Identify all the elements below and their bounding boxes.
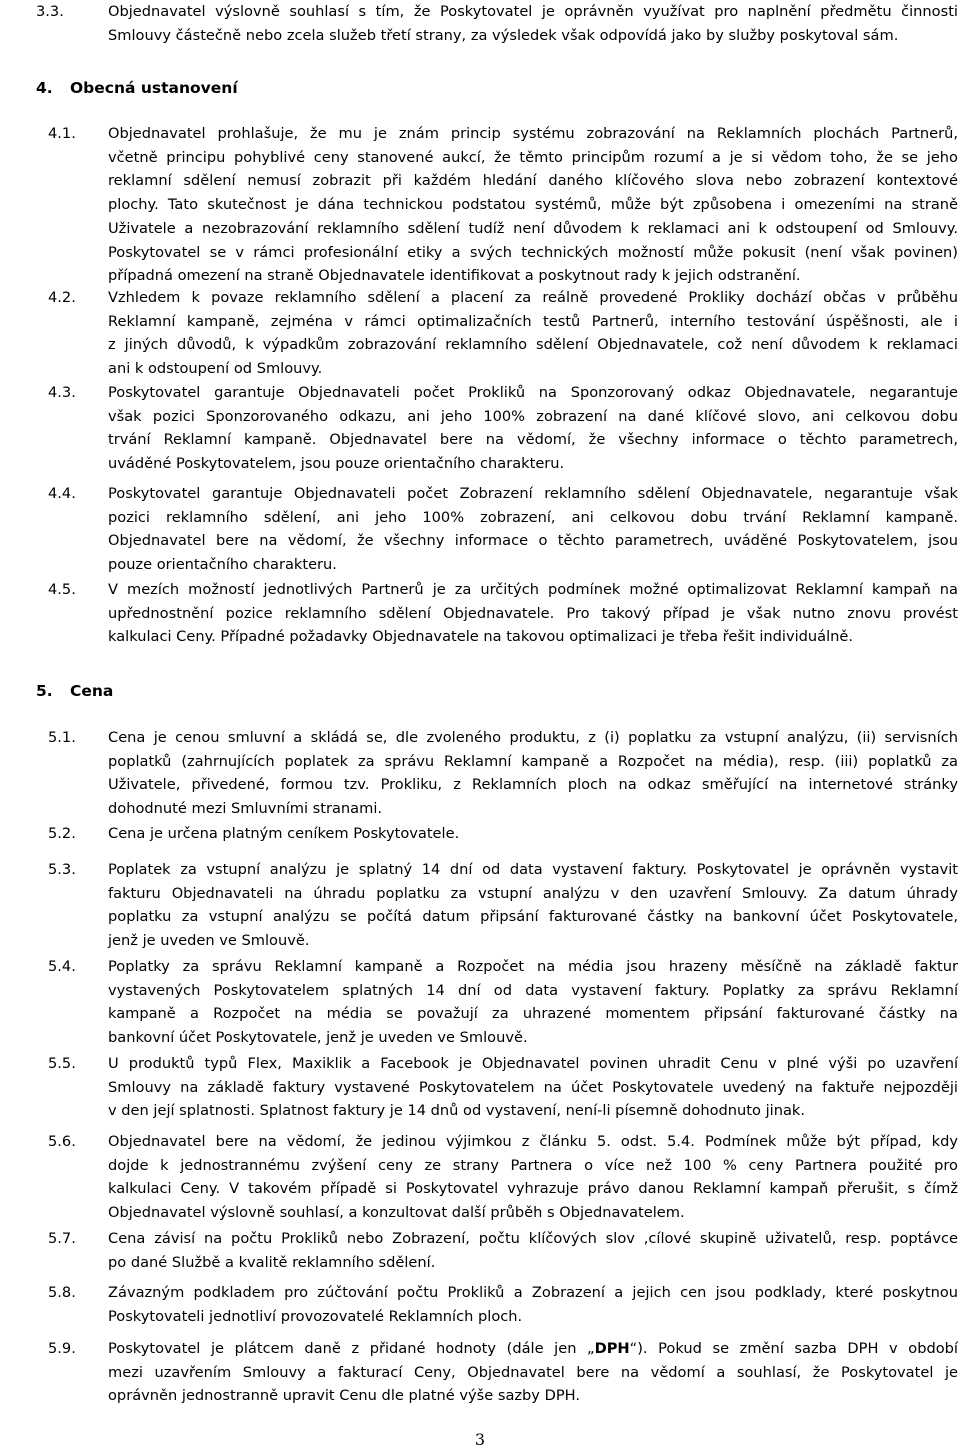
text-line: Cena je cenou smluvní a skládá se, dle zvoleného produktu, z (i) poplatku za vstupní analýzu, (ii) servisních — [108, 729, 958, 746]
text-line: V mezích možností jednotlivých Partnerů je za určitých podmínek možné optimalizovat Reklamní kampaň na — [108, 581, 958, 598]
text-line: Poplatky za správu Reklamní kampaně a Rozpočet na média jsou hrazeny měsíčně na základě faktur — [108, 958, 958, 975]
text-line: z jiných důvodů, k výpadkům zobrazování reklamního sdělení Objednavatele, což není důvodem k reklamaci — [108, 336, 958, 354]
text-line: Objednavatel bere na vědomí, že jedinou výjimkou z článku 5. odst. 5.4. Podmínek může být případ, kdy — [108, 1133, 958, 1150]
clause-text — [108, 0, 958, 47]
text-line: Objednavatel prohlašuje, že mu je znám princip systému zobrazování na Reklamních plochách Partnerů, — [108, 125, 958, 142]
clause-number: 5.5. — [48, 1055, 76, 1072]
text-line: Cena je určena platným ceníkem Poskytovatele. — [108, 825, 460, 842]
text-line: Reklamní kampaně, zejména v rámci optimalizačních testů Partnerů, interního testování úspěšnosti, ale i — [108, 312, 958, 330]
text-line: uváděné Poskytovatelem, jsou pouze orientačního charakteru. — [108, 455, 565, 473]
clause-number: 5.6. — [48, 1133, 76, 1150]
text-line: Poplatek za vstupní analýzu je splatný 14 dní od data vystavení faktury. Poskytovatel je oprávněn vystavit — [108, 861, 958, 878]
clause-number: 3.3. — [36, 3, 64, 20]
clause-text — [108, 122, 958, 288]
clause-number: 5.2. — [48, 825, 76, 842]
text-line: Objednavatel výslovně souhlasí s tím, že Poskytovatel je oprávněn využívat pro naplnění předmětu činnosti — [108, 3, 958, 20]
clause-text — [108, 578, 958, 649]
clause-number: 4.1. — [48, 125, 76, 142]
text-line: bankovní účet Poskytovatele, jenž je uveden ve Smlouvě. — [108, 1029, 528, 1047]
clause-text — [108, 955, 958, 1050]
text-line: fakturu Objednavateli na úhradu poplatku za vstupní analýzu v den uzavření Smlouvy. Za datum úhrady — [108, 884, 958, 902]
text-line — [108, 1337, 958, 1361]
section-number: 4. — [36, 79, 53, 97]
text-line: dohodnuté mezi Smluvními stranami. — [108, 800, 383, 818]
text-line: Uživatele a nezobrazování reklamního sdělení tudíž není důvodem k reklamaci ani k odstoupení od Smlouvy. — [108, 219, 958, 237]
text-line: v den její splatnosti. Splatnost faktury je 14 dnů od vystavení, není-li písemně dohodnuto jinak. — [108, 1102, 805, 1120]
clause-number: 4.3. — [48, 384, 76, 401]
text-line: Objednavatel bere na vědomí, že všechny informace o těchto parametrech, uváděné Poskytovatelem, jsou — [108, 532, 958, 550]
clause-text — [108, 726, 958, 821]
section-number: 5. — [36, 682, 53, 700]
text-line: kalkulaci Ceny. Případné požadavky Objednavatele na takovou optimalizaci je třeba řešit individuálně. — [108, 628, 854, 646]
section-title: Obecná ustanovení — [70, 79, 238, 97]
clause-text — [108, 1281, 958, 1328]
text-line: oprávněn jednostranně upravit Cenu dle platné výše sazby DPH. — [108, 1387, 580, 1405]
clause-text — [108, 1052, 958, 1123]
text-line: případná omezení na straně Objednavatele identifikovat a poskytnout rady k jejich odstranění. — [108, 267, 801, 285]
text-line: ani k odstoupení od Smlouvy. — [108, 360, 323, 378]
dph-sentence: Poskytovatel je plátcem daně z přidané hodnoty (dále jen „DPH“). Pokud se změní sazba DPH v období — [108, 1340, 958, 1357]
text-line: Vzhledem k povaze reklamního sdělení a placení za reálně provedené Prokliky dochází občas v průběhu — [108, 289, 958, 306]
page-number: 3 — [474, 1430, 486, 1449]
clause-number: 5.1. — [48, 729, 76, 746]
clause-number: 5.3. — [48, 861, 76, 878]
section-title: Cena — [70, 682, 114, 700]
section-heading-5 — [36, 680, 113, 704]
clause-number: 5.7. — [48, 1230, 76, 1247]
text-line: poplatku za vstupní analýzu se počítá datum připsání fakturované částky na bankovní účet Poskytovatele, — [108, 908, 958, 926]
clause-number: 4.2. — [48, 289, 76, 306]
text-line: trvání Reklamní kampaně. Objednavatel bere na vědomí, že všechny informace o těchto parametrech, — [108, 431, 958, 449]
text-line: včetně principu pohyblivé ceny stanovené aukcí, že těmto principům rozumí a je si vědom toho, že se jeho — [108, 148, 958, 166]
text-line: Poskytovatel garantuje Objednavateli počet Prokliků na Sponzorovaný odkaz Objednavatele, negarantuje — [108, 384, 958, 401]
text-line: plochy. Tato skutečnost je dána technickou podstatou systémů, může být způsobena i omezeními na straně — [108, 196, 958, 214]
text-line: Poskytovatel se v rámci profesionální etiky a svých technických možností může pokusit (není však povinen) — [108, 243, 958, 261]
text-line: Smlouvy částečně nebo zcela služeb třetí strany, za výsledek však odpovídá jako by služby poskytoval sám. — [108, 26, 899, 44]
text-line: Poskytovatel garantuje Objednavateli počet Zobrazení reklamního sdělení Objednavatele, negarantuje však — [108, 485, 958, 502]
text-line: jenž je uveden ve Smlouvě. — [108, 932, 310, 950]
clause-text — [108, 1337, 958, 1408]
section-heading-4 — [36, 77, 238, 101]
clause-number: 4.5. — [48, 581, 76, 598]
clause-number: 5.9. — [48, 1340, 76, 1357]
text-line: Objednavatel výslovně souhlasí, a konzultovat další průběh s Objednavatelem. — [108, 1204, 685, 1222]
text-line: reklamní sdělení nemusí zobrazit při každém hledání daného klíčového slova nebo zobrazení kontextové — [108, 172, 958, 190]
text-line: po dané Službě a kvalitě reklamního sdělení. — [108, 1253, 436, 1271]
text-line: však pozici Sponzorovaného odkazu, ani jeho 100% zobrazení na dané klíčové slovo, ani celkovou dobu — [108, 407, 958, 425]
clause-text — [108, 822, 958, 846]
text-line: kampaně a Rozpočet na média se považují za uhrazené momentem připsání fakturované částky na — [108, 1005, 958, 1023]
clause-text — [108, 381, 958, 476]
text-line: U produktů typů Flex, Maxiklik a Facebook je Objednavatel povinen uhradit Cenu v plné výši po uzavření — [108, 1055, 958, 1072]
dph-term: DPH — [594, 1340, 630, 1357]
text-line: Cena závisí na počtu Prokliků nebo Zobrazení, počtu klíčových slov ,cílové skupině uživatelů, resp. poptávce — [108, 1230, 958, 1247]
clause-text — [108, 1227, 958, 1274]
text-line: Uživatele, přivedené, formou tzv. Prokliku, z Reklamních ploch na odkaz směřující na internetové stránky — [108, 776, 958, 794]
text-line: Smlouvy na základě faktury vystavené Poskytovatelem na účet Poskytovatele uvedený na faktuře nejpozději — [108, 1078, 958, 1096]
clause-text — [108, 858, 958, 953]
clause-text — [108, 286, 958, 381]
text-line: Závazným podkladem pro zúčtování počtu Prokliků a Zobrazení a jejich cen jsou podklady, které poskytnou — [108, 1284, 958, 1301]
text-line: pozici reklamního sdělení, ani jeho 100% zobrazení, ani celkovou dobu trvání Reklamní kampaně. — [108, 508, 958, 526]
text-line: pouze orientačního charakteru. — [108, 556, 337, 574]
clause-text — [108, 1130, 958, 1225]
text-line: dojde k jednostrannému zvýšení ceny ze strany Partnera o více než 100 % ceny Partnera použité pro — [108, 1156, 958, 1174]
text-line: Poskytovateli jednotliví provozovatelé Reklamních ploch. — [108, 1307, 523, 1325]
clause-text — [108, 482, 958, 577]
text-line: poplatků (zahrnujících poplatek za správu Reklamní kampaně a Rozpočet na média), resp. (iii) poplatků za — [108, 752, 958, 770]
clause-number: 5.4. — [48, 958, 76, 975]
clause-number: 4.4. — [48, 485, 76, 502]
clause-number: 5.8. — [48, 1284, 76, 1301]
text-line: kalkulaci Ceny. V takovém případě si Poskytovatel vyhrazuje právo danou Reklamní kampaň přerušit, s čímž — [108, 1180, 958, 1198]
text-line: upřednostnění pozice reklamního sdělení Objednavatele. Pro takový případ je však nutno znovu provést — [108, 604, 958, 622]
text-line: vystavených Poskytovatelem splatných 14 dní od data vystavení faktury. Poplatky za správu Reklamní — [108, 981, 958, 999]
text-line: mezi uzavřením Smlouvy a fakturací Ceny, Objednavatel bere na vědomí a souhlasí, že Poskytovatel je — [108, 1363, 958, 1381]
